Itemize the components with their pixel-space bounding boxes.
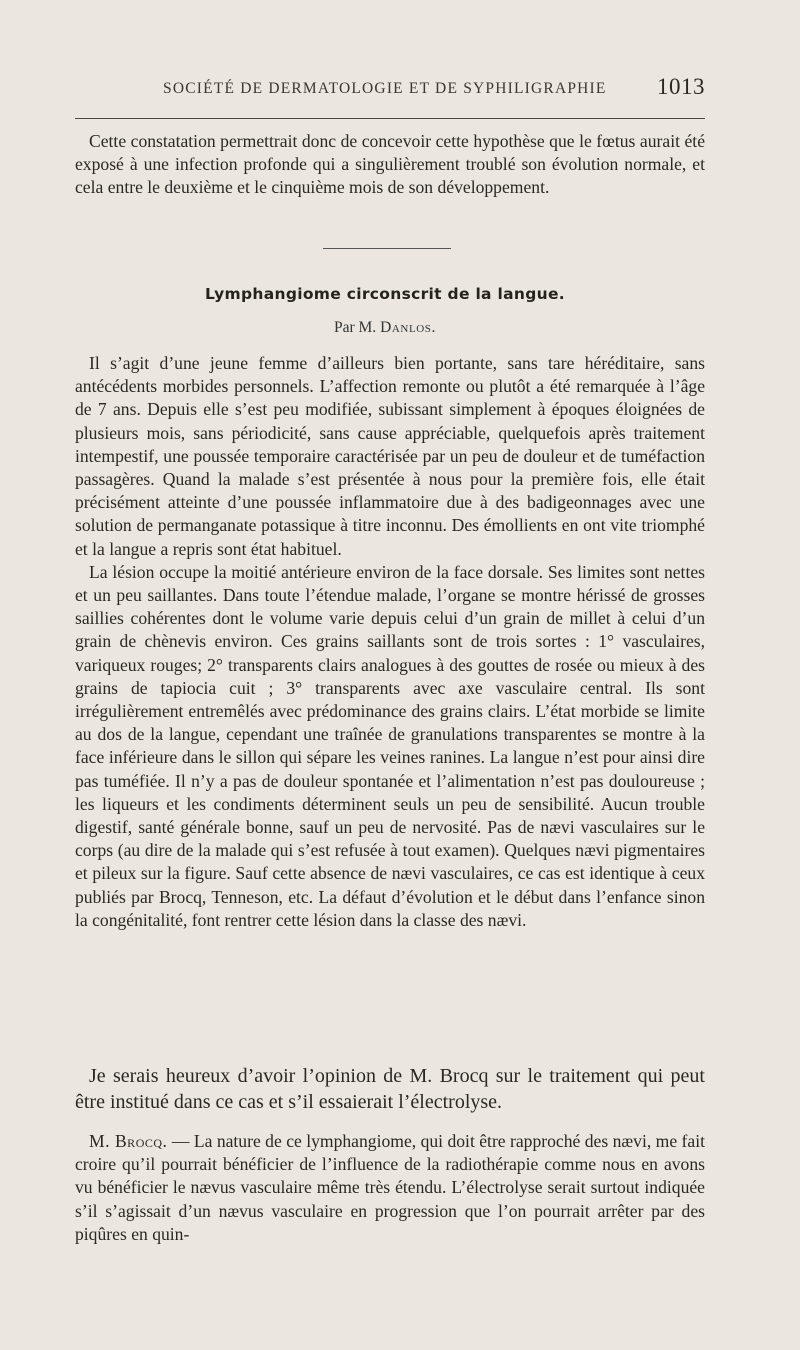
section-separator — [323, 248, 451, 249]
page-number: 1013 — [657, 74, 705, 99]
intro-paragraph: Cette constatation permettrait donc de concevoir cette hypothèse que le fœtus aurait été exposé à une infection profonde qui a singulièrement troublé son évolution normale, et cela entre le deuxième et le cinquième mois de son développement. — [75, 131, 705, 198]
byline — [0, 319, 770, 337]
body-paragraph: Il s’agit d’une jeune femme d’ailleurs bien portante, sans tare héréditaire, sans antécédents morbides personnels. L’affection remonte ou plutôt a été remarquée à l’âge de 7 ans. Depuis elle s’est peu modifiée, subissant simplement à époques éloignées de plusieurs mois, sans périodicité, sans cause appréciable, quelquefois après traitement intempestif, une poussée temporaire caractérisée par un peu de douleur et de tuméfaction passagères. Quand la malade s’est présentée à nous pour la première fois, elle était précisément atteinte d’une poussée inflammatoire due à des badigeonnages avec une solution de permanganate potassique à titre inconnu. Des émollients en ont vite triomphé et la langue a repris sont état habituel. — [75, 353, 705, 559]
article-title: Lymphangiome circonscrit de la langue. — [205, 285, 565, 303]
reply-section — [75, 1130, 705, 1246]
reply-paragraph — [75, 1130, 705, 1246]
question-paragraph: Je serais heureux d’avoir l’opinion de M. Brocq sur le traitement qui peut être institué dans ce cas et s’il essaierait l’électrolyse. — [75, 1065, 705, 1113]
reply-speaker: M. Brocq. — [89, 1131, 168, 1151]
byline-author: Danlos. — [380, 319, 436, 336]
header-rule — [75, 118, 705, 119]
reply-text: — La nature de ce lymphangiome, qui doit être rapproché des nævi, me fait croire qu’il pourrait bénéficier de l’influence de la radiothérapie comme nous en avons vu bénéficier le nævus vasculaire même très étendu. L’électrolyse serait surtout indiquée s’il s’agissait d’un nævus vasculaire en progression que l’on pourrait arrêter par des piqûres en quin- — [75, 1131, 705, 1244]
body-paragraph: La lésion occupe la moitié antérieure environ de la face dorsale. Ses limites sont nettes et un peu saillantes. Dans toute l’étendue malade, l’organe se montre hérissé de grosses saillies cohérentes dont le volume varie depuis celui d’un grain de millet à celui d’un grain de chènevis environ. Ces grains saillants sont de trois sortes : 1° vasculaires, variqueux rouges; 2° transparents clairs analogues à des gouttes de rosée ou mieux à des grains de tapiocia cuit ; 3° transparents avec axe vasculaire central. Ils sont irrégulièrement entremêlés avec prédominance des grains clairs. L’état morbide se limite au dos de la langue, cependant une traînée de granulations transparentes se montre à la face inférieure dans le sillon qui sépare les veines ranines. La langue n’est pour ainsi dire pas tuméfiée. Il n’y a pas de douleur spontanée et l’alimentation n’est pas douloureuse ; les liqueurs et les condiments déterminent seuls un peu de sensibilité. Aucun trouble digestif, santé générale bonne, sauf un peu de nervosité. Pas de nævi vasculaires sur le corps (au dire de la malade qui s’est refusée à tout examen). Quelques nævi pigmentaires et pileux sur la figure. Sauf cette absence de nævi vasculaires, ce cas est identique à ceux publiés par Brocq, Tenneson, etc. La défaut d’évolution et le début dans l’enfance sinon la congénitalité, font rentrer cette lésion dans la classe des nævi. — [75, 561, 705, 930]
article-body — [75, 352, 705, 932]
intro-section — [75, 130, 705, 200]
running-title: SOCIÉTÉ DE DERMATOLOGIE ET DE SYPHILIGRAPHIE — [163, 80, 607, 97]
byline-prefix: Par M. — [333, 319, 377, 336]
running-header — [75, 74, 705, 106]
